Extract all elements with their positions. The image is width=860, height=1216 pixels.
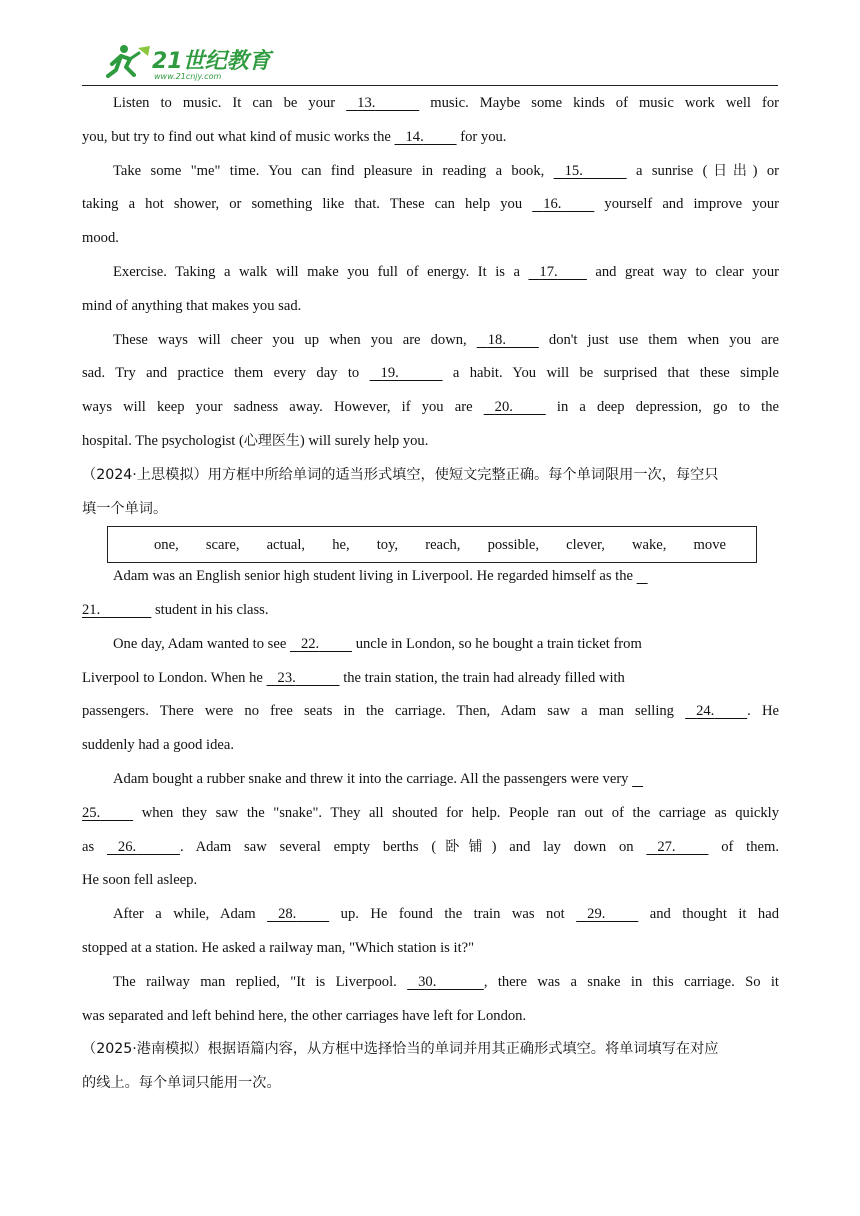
word-box-item: clever, [566, 537, 605, 553]
text-line: Adam bought a rubber snake and threw it into the carriage. All the passengers were very [82, 763, 779, 797]
blank-18[interactable]: 18. [487, 331, 506, 348]
instruction-line: 填一个单词。 [82, 500, 168, 517]
blank-22[interactable]: 22. [300, 635, 320, 652]
text-line: sad. Try and practice them every day to 19. a habit. You will be surprised that these simple [82, 357, 779, 391]
blank-17[interactable]: 17. [539, 263, 558, 280]
instruction-line: （2024·上思模拟）用方框中所给单词的适当形式填空，使短文完整正确。每个单词限用一次，每空只 [82, 466, 719, 483]
word-box [107, 526, 757, 563]
text-line: These ways will cheer you up when you are down, 18. don't just use them when you are [82, 324, 779, 358]
text-line: He soon fell asleep. [82, 872, 198, 889]
page-header [82, 38, 778, 86]
word-box-item: possible, [487, 537, 540, 553]
logo-text: 21世纪教育 [152, 49, 271, 74]
word-box-item: scare, [205, 537, 240, 553]
text-line: Exercise. Taking a walk will make you full of energy. It is a 17. and great way to clear your [82, 256, 779, 290]
blank-16[interactable]: 16. [543, 196, 562, 213]
blank-21[interactable]: 21. [82, 601, 101, 618]
blank-21-lead[interactable] [637, 560, 648, 594]
instruction-line: 的线上。每个单词只能用一次。 [82, 1075, 281, 1092]
blank-23[interactable]: 23. [277, 669, 296, 686]
blank-25-lead[interactable] [632, 763, 643, 797]
text-line: was separated and left behind here, the other carriages have left for London. [82, 1007, 527, 1024]
blank-15[interactable]: 15. [564, 162, 583, 179]
text-line: you, but try to find out what kind of music works the 14. for you. [82, 121, 779, 155]
word-box-item: toy, [376, 537, 399, 553]
text-line: ways will keep your sadness away. However, if you are 20. in a deep depression, go to the [82, 391, 779, 425]
word-box-item: he, [332, 537, 350, 553]
blank-28[interactable]: 28. [278, 906, 297, 923]
instruction-line: （2025·港南模拟）根据语篇内容，从方框中选择恰当的单词并用其正确形式填空。将单词填写在对应 [82, 1041, 719, 1058]
blank-13[interactable]: 13. [357, 95, 376, 111]
text-line: 25. when they saw the "snake". They all shouted for help. People ran out of the carriage as quickly [82, 797, 779, 831]
header-rule [82, 85, 778, 86]
blank-29[interactable]: 29. [587, 906, 606, 923]
text-line: hospital. The psychologist (心理医生) will surely help you. [82, 432, 429, 449]
text-line: One day, Adam wanted to see 22. uncle in London, so he bought a train ticket from [82, 628, 779, 662]
text-line: suddenly had a good idea. [82, 737, 234, 754]
word-box-item: one, [154, 537, 179, 553]
blank-24[interactable]: 24. [696, 703, 715, 720]
blank-27[interactable]: 27. [657, 838, 676, 855]
word-box-item: reach, [425, 537, 461, 553]
text-line: Listen to music. It can be your 13. music. Maybe some kinds of music work well for [82, 87, 779, 121]
word-box-list [154, 527, 726, 564]
text-line: mind of anything that makes you sad. [82, 297, 302, 314]
text-line: Adam was an English senior high student living in Liverpool. He regarded himself as the [82, 560, 779, 594]
document-body [82, 87, 779, 1101]
text-line: The railway man replied, "It is Liverpool. 30. , there was a snake in this carriage. So it [82, 966, 779, 1000]
text-line: stopped at a station. He asked a railway man, "Which station is it?" [82, 939, 475, 956]
blank-20[interactable]: 20. [494, 399, 513, 416]
text-line: taking a hot shower, or something like that. These can help you 16. yourself and improve your [82, 188, 779, 222]
text-line: passengers. There were no free seats in the carriage. Then, Adam saw a man selling 24. . He [82, 695, 779, 729]
blank-25[interactable]: 25. [82, 804, 101, 821]
blank-14[interactable]: 14. [405, 128, 424, 145]
word-box-item: actual, [266, 537, 306, 553]
word-box-item: move [693, 537, 726, 553]
logo-21cnjy [104, 42, 274, 82]
logo-url: www.21cnjy.com [154, 72, 222, 81]
text-line: Liverpool to London. When he 23. the train station, the train had already filled with [82, 662, 779, 696]
text-line: mood. [82, 230, 119, 247]
text-line: Take some "me" time. You can find pleasure in reading a book, 15. a sunrise (日出) or [82, 155, 779, 189]
blank-30[interactable]: 30. [418, 973, 437, 990]
text-line: 21. student in his class. [82, 594, 779, 628]
blank-19[interactable]: 19. [380, 365, 399, 382]
text-line: After a while, Adam 28. up. He found the train was not 29. and thought it had [82, 898, 779, 932]
blank-26[interactable]: 26. [117, 838, 137, 855]
word-box-item: wake, [631, 537, 667, 553]
text-line: as 26. . Adam saw several empty berths (卧铺) and lay down on 27. of them. [82, 831, 779, 865]
